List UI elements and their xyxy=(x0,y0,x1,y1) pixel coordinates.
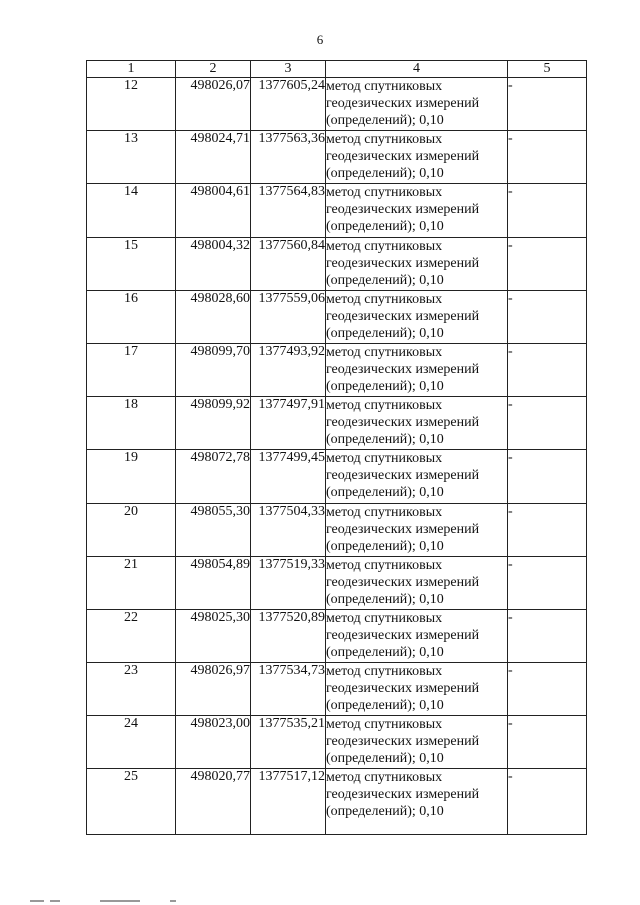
method-cell xyxy=(326,450,508,503)
method-line: метод спутниковых xyxy=(326,132,443,148)
method-line: геодезических измерений xyxy=(326,627,480,643)
header-col-5: 5 xyxy=(508,61,587,78)
method-cell xyxy=(326,663,508,716)
method-line: (определений); 0,10 xyxy=(326,219,444,235)
method-line: метод спутниковых xyxy=(326,770,443,786)
note-cell: - xyxy=(508,397,587,450)
method-line: метод спутниковых xyxy=(326,185,443,201)
method-cell xyxy=(326,290,508,343)
y-coordinate-cell: 1377519,33 xyxy=(251,556,326,609)
method-line: метод спутниковых xyxy=(326,557,443,573)
method-line: геодезических измерений xyxy=(326,521,480,537)
method-line: (определений); 0,10 xyxy=(326,485,444,501)
coordinates-table xyxy=(86,60,587,835)
method-line: (определений); 0,10 xyxy=(326,538,444,554)
page-number: 6 xyxy=(316,32,324,47)
y-coordinate-cell: 1377534,73 xyxy=(251,663,326,716)
method-line: (определений); 0,10 xyxy=(326,591,444,607)
x-coordinate-cell: 498099,70 xyxy=(176,343,251,396)
method-line: геодезических измерений xyxy=(326,255,480,271)
table-row xyxy=(87,556,587,609)
method-cell xyxy=(326,237,508,290)
method-line: геодезических измерений xyxy=(326,96,480,111)
point-number-cell: 23 xyxy=(87,663,176,716)
method-cell xyxy=(326,716,508,769)
method-line: (определений); 0,10 xyxy=(326,698,444,714)
header-col-3: 3 xyxy=(251,61,326,78)
method-line: (определений); 0,10 xyxy=(326,272,444,288)
y-coordinate-cell: 1377499,45 xyxy=(251,450,326,503)
method-line: метод спутниковых xyxy=(326,238,443,254)
point-number-cell: 17 xyxy=(87,343,176,396)
y-coordinate-cell: 1377563,36 xyxy=(251,131,326,184)
x-coordinate-cell: 498020,77 xyxy=(176,769,251,835)
table-row xyxy=(87,290,587,343)
y-coordinate-cell: 1377517,12 xyxy=(251,769,326,835)
method-line: (определений); 0,10 xyxy=(326,378,444,394)
method-line: метод спутниковых xyxy=(326,610,443,626)
method-cell xyxy=(326,503,508,556)
method-cell xyxy=(326,343,508,396)
note-cell: - xyxy=(508,663,587,716)
note-cell: - xyxy=(508,131,587,184)
method-line: (определений); 0,10 xyxy=(326,644,444,660)
footer-scan-marks xyxy=(30,898,210,904)
method-line: геодезических измерений xyxy=(326,149,480,165)
method-line: геодезических измерений xyxy=(326,468,480,484)
table-row xyxy=(87,450,587,503)
note-cell: - xyxy=(508,78,587,131)
method-line: (определений); 0,10 xyxy=(326,166,444,182)
method-line: геодезических измерений xyxy=(326,361,480,377)
method-cell xyxy=(326,769,508,835)
y-coordinate-cell: 1377560,84 xyxy=(251,237,326,290)
method-line: метод спутниковых xyxy=(326,664,443,680)
method-line: метод спутниковых xyxy=(326,717,443,733)
x-coordinate-cell: 498028,60 xyxy=(176,290,251,343)
header-col-4: 4 xyxy=(326,61,508,78)
method-line: (определений); 0,10 xyxy=(326,804,444,820)
method-line: (определений); 0,10 xyxy=(326,432,444,448)
point-number-cell: 25 xyxy=(87,769,176,835)
y-coordinate-cell: 1377535,21 xyxy=(251,716,326,769)
header-col-2: 2 xyxy=(176,61,251,78)
table-row xyxy=(87,609,587,662)
x-coordinate-cell: 498023,00 xyxy=(176,716,251,769)
method-line: метод спутниковых xyxy=(326,344,443,360)
method-cell xyxy=(326,397,508,450)
note-cell: - xyxy=(508,556,587,609)
note-cell: - xyxy=(508,503,587,556)
note-cell: - xyxy=(508,609,587,662)
method-line: (определений); 0,10 xyxy=(326,325,444,341)
point-number-cell: 21 xyxy=(87,556,176,609)
x-coordinate-cell: 498024,71 xyxy=(176,131,251,184)
method-cell xyxy=(326,78,508,131)
x-coordinate-cell: 498099,92 xyxy=(176,397,251,450)
method-cell xyxy=(326,131,508,184)
table-row xyxy=(87,397,587,450)
note-cell: - xyxy=(508,716,587,769)
table-row xyxy=(87,769,587,835)
note-cell: - xyxy=(508,769,587,835)
method-line: метод спутниковых xyxy=(326,291,443,307)
table-row xyxy=(87,184,587,237)
x-coordinate-cell: 498026,97 xyxy=(176,663,251,716)
table-row xyxy=(87,716,587,769)
table-row xyxy=(87,131,587,184)
y-coordinate-cell: 1377497,91 xyxy=(251,397,326,450)
y-coordinate-cell: 1377493,92 xyxy=(251,343,326,396)
y-coordinate-cell: 1377605,24 xyxy=(251,78,326,131)
x-coordinate-cell: 498026,07 xyxy=(176,78,251,131)
y-coordinate-cell: 1377559,06 xyxy=(251,290,326,343)
table-row xyxy=(87,237,587,290)
point-number-cell: 18 xyxy=(87,397,176,450)
point-number-cell: 14 xyxy=(87,184,176,237)
point-number-cell: 22 xyxy=(87,609,176,662)
x-coordinate-cell: 498025,30 xyxy=(176,609,251,662)
method-line: геодезических измерений xyxy=(326,415,480,431)
method-line: геодезических измерений xyxy=(326,681,480,697)
point-number-cell: 15 xyxy=(87,237,176,290)
method-cell xyxy=(326,556,508,609)
method-line: геодезических измерений xyxy=(326,202,480,218)
table-row xyxy=(87,343,587,396)
note-cell: - xyxy=(508,450,587,503)
table-row xyxy=(87,663,587,716)
point-number-cell: 19 xyxy=(87,450,176,503)
method-line: геодезических измерений xyxy=(326,308,480,324)
x-coordinate-cell: 498004,61 xyxy=(176,184,251,237)
method-line: (определений); 0,10 xyxy=(326,751,444,767)
table-body xyxy=(87,78,587,835)
method-line: метод спутниковых xyxy=(326,451,443,467)
note-cell: - xyxy=(508,184,587,237)
method-line: метод спутниковых xyxy=(326,79,443,94)
note-cell: - xyxy=(508,343,587,396)
method-line: геодезических измерений xyxy=(326,787,480,803)
table-row xyxy=(87,78,587,131)
x-coordinate-cell: 498004,32 xyxy=(176,237,251,290)
note-cell: - xyxy=(508,290,587,343)
y-coordinate-cell: 1377520,89 xyxy=(251,609,326,662)
point-number-cell: 20 xyxy=(87,503,176,556)
method-line: геодезических измерений xyxy=(326,734,480,750)
x-coordinate-cell: 498054,89 xyxy=(176,556,251,609)
table-row xyxy=(87,503,587,556)
point-number-cell: 12 xyxy=(87,78,176,131)
point-number-cell: 24 xyxy=(87,716,176,769)
header-row xyxy=(87,61,587,78)
method-line: (определений); 0,10 xyxy=(326,113,444,128)
y-coordinate-cell: 1377504,33 xyxy=(251,503,326,556)
x-coordinate-cell: 498055,30 xyxy=(176,503,251,556)
method-line: геодезических измерений xyxy=(326,574,480,590)
header-col-1: 1 xyxy=(87,61,176,78)
x-coordinate-cell: 498072,78 xyxy=(176,450,251,503)
note-cell: - xyxy=(508,237,587,290)
method-cell xyxy=(326,609,508,662)
method-line: метод спутниковых xyxy=(326,504,443,520)
method-line: метод спутниковых xyxy=(326,398,443,414)
point-number-cell: 13 xyxy=(87,131,176,184)
point-number-cell: 16 xyxy=(87,290,176,343)
y-coordinate-cell: 1377564,83 xyxy=(251,184,326,237)
method-cell xyxy=(326,184,508,237)
